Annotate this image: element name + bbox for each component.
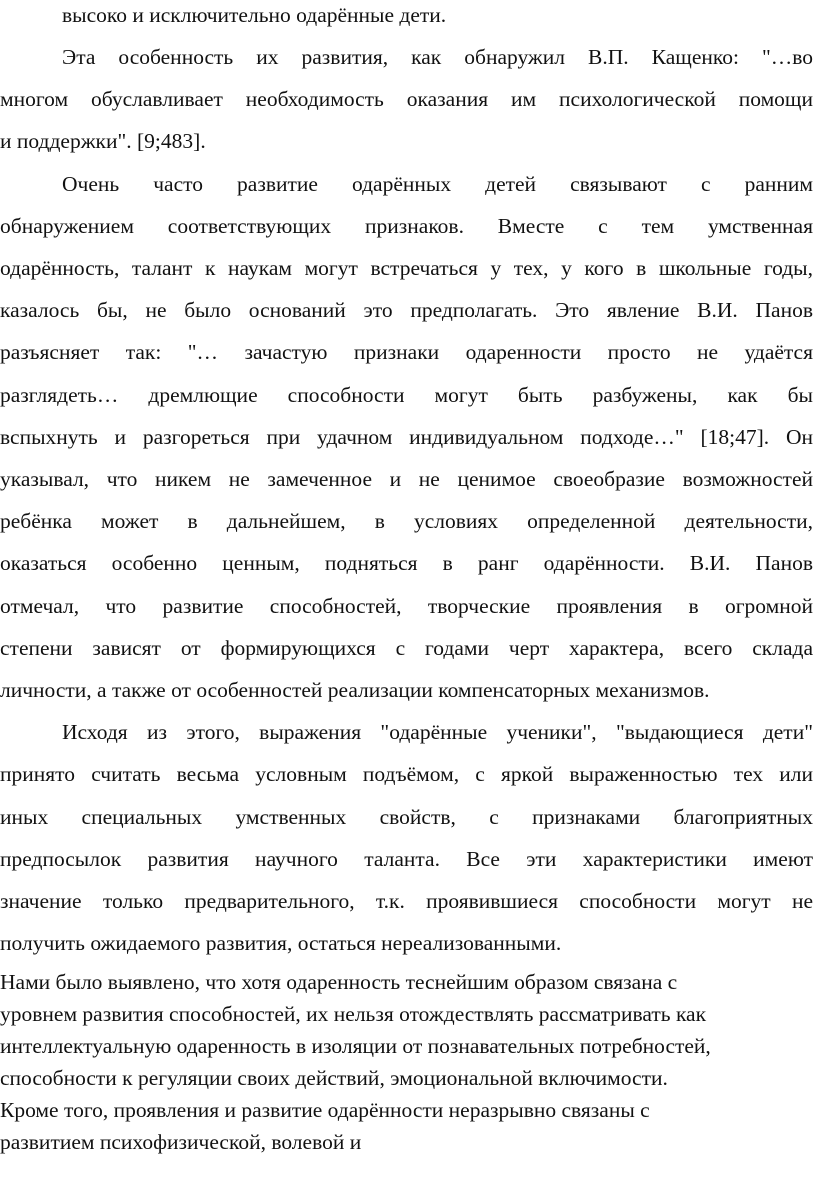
text-line: развитием психофизической, волевой и xyxy=(0,1130,362,1154)
text-line: вспыхнуть и разгореться при удачном индивидуальном подходе…" [18;47]. Он xyxy=(0,425,813,449)
text-line: многом обуславливает необходимость оказания им психологической помощи xyxy=(0,87,813,111)
text-line: Эта особенность их развития, как обнаружил В.П. Кащенко: "…во xyxy=(62,45,813,69)
text-line: уровнем развития способностей, их нельзя отождествлять рассматривать как xyxy=(0,1002,707,1026)
text-line: степени зависят от формирующихся с годами черт характера, всего склада xyxy=(0,636,813,660)
text-line: и поддержки". [9;483]. xyxy=(0,129,206,153)
text-line: интеллектуальную одаренность в изоляции от познавательных потребностей, xyxy=(0,1034,711,1058)
text-line: личности, а также от особенностей реализации компенсаторных механизмов. xyxy=(0,678,710,702)
text-line: предпосылок развития научного таланта. Все эти характеристики имеют xyxy=(0,847,813,871)
text-line: указывал, что никем не замеченное и не ценимое своеобразие возможностей xyxy=(0,467,813,491)
text-line: получить ожидаемого развития, остаться нереализованными. xyxy=(0,931,562,955)
text-line: иных специальных умственных свойств, с признаками благоприятных xyxy=(0,805,813,829)
text-line: одарённость, талант к наукам могут встречаться у тех, у кого в школьные годы, xyxy=(0,256,813,280)
text-line: способности к регуляции своих действий, эмоциональной включимости. xyxy=(0,1066,668,1090)
text-line: оказаться особенно ценным, подняться в ранг одарённости. В.И. Панов xyxy=(0,551,813,575)
text-line: значение только предварительного, т.к. проявившиеся способности могут не xyxy=(0,889,813,913)
text-line: высоко и исключительно одарённые дети. xyxy=(62,3,447,27)
text-line: отмечал, что развитие способностей, творческие проявления в огромной xyxy=(0,594,813,618)
text-line: обнаружением соответствующих признаков. Вместе с тем умственная xyxy=(0,214,813,238)
text-line: Кроме того, проявления и развитие одарённости неразрывно связаны с xyxy=(0,1098,650,1122)
text-line: принято считать весьма условным подъёмом, с яркой выраженностью тех или xyxy=(0,762,813,786)
text-line: Очень часто развитие одарённых детей связывают с ранним xyxy=(62,172,813,196)
text-line: Нами было выявлено, что хотя одаренность теснейшим образом связана с xyxy=(0,970,678,994)
text-line: казалось бы, не было оснований это предполагать. Это явление В.И. Панов xyxy=(0,298,813,322)
text-line: разъясняет так: "… зачастую признаки одаренности просто не удаётся xyxy=(0,340,813,364)
text-line: Исходя из этого, выражения "одарённые ученики", "выдающиеся дети" xyxy=(62,720,813,744)
text-line: ребёнка может в дальнейшем, в условиях определенной деятельности, xyxy=(0,509,813,533)
text-line: разглядеть… дремлющие способности могут быть разбужены, как бы xyxy=(0,383,813,407)
